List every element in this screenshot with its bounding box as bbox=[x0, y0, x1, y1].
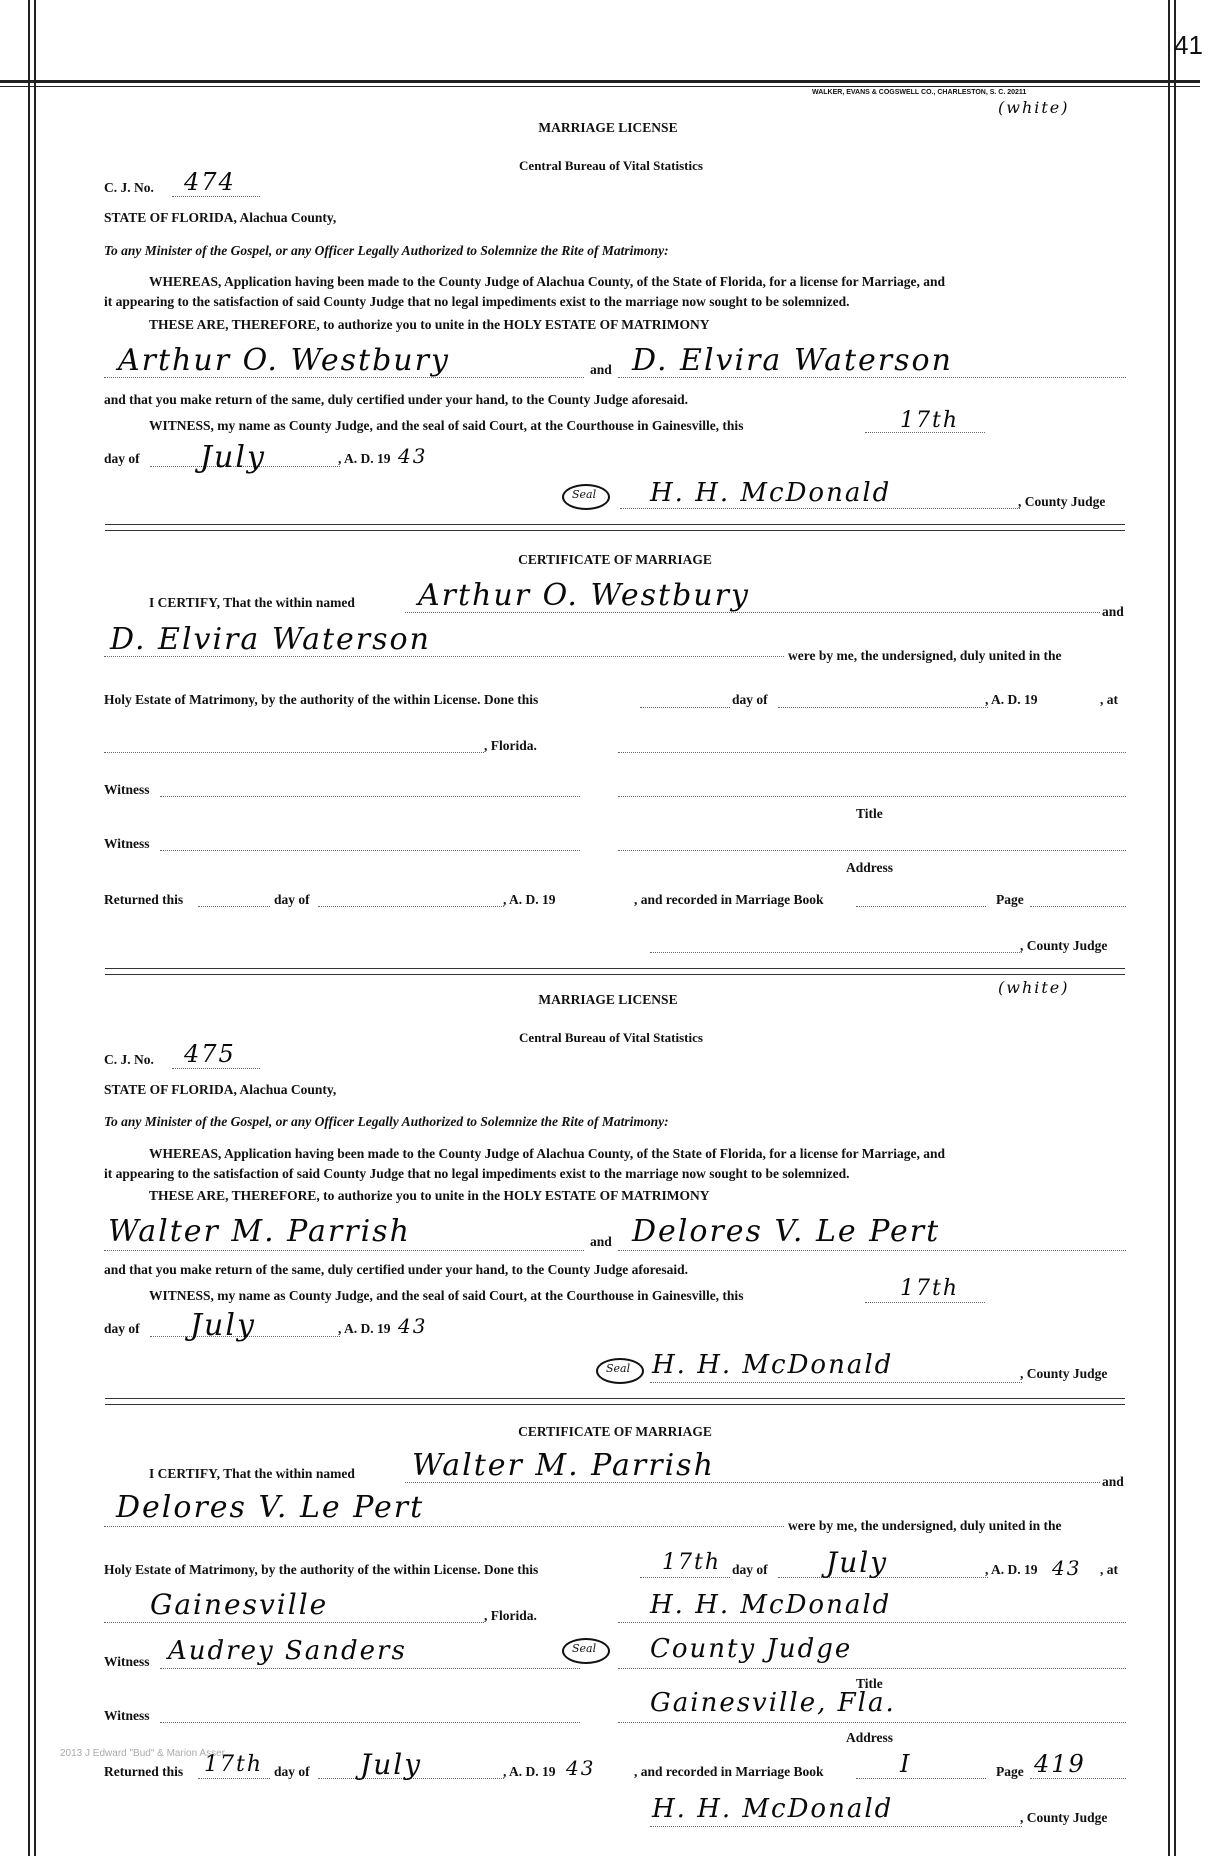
state-line: STATE OF FLORIDA, Alachua County, bbox=[104, 1082, 337, 1097]
day-of-label: day of bbox=[104, 1321, 140, 1336]
to-any-minister: To any Minister of the Gospel, or any Officer Legally Authorized to Solemnize the Rite of Matrimony: bbox=[104, 243, 669, 258]
recorded-label: , and recorded in Marriage Book bbox=[634, 892, 824, 907]
witness-1-label: Witness bbox=[104, 782, 150, 797]
officiant-title-value: County Judge bbox=[650, 1634, 853, 1664]
bride-name: D. Elvira Waterson bbox=[632, 343, 953, 378]
cert-groom: Arthur O. Westbury bbox=[418, 578, 750, 613]
at-label: , at bbox=[1100, 692, 1118, 707]
were-by-me: were by me, the undersigned, duly united in the bbox=[788, 648, 1062, 663]
page-label: Page bbox=[996, 1764, 1024, 1779]
certificate-title: CERTIFICATE OF MARRIAGE bbox=[518, 552, 712, 567]
watermark: 2013 J Edward "Bud" & Marion Asser bbox=[60, 1748, 225, 1759]
cj-no-value: 475 bbox=[184, 1040, 236, 1068]
groom-name: Arthur O. Westbury bbox=[118, 343, 450, 378]
ceremony-place: Gainesville bbox=[150, 1588, 329, 1621]
groom-name: Walter M. Parrish bbox=[108, 1214, 411, 1249]
to-any-minister: To any Minister of the Gospel, or any Officer Legally Authorized to Solemnize the Rite of Matrimony: bbox=[104, 1114, 669, 1129]
judge-signature: H. H. McDonald bbox=[650, 478, 892, 508]
whereas-line-1: WHEREAS, Application having been made to the County Judge of Alachua County, of the State of Florida, for a license for Marriage, and bbox=[149, 274, 946, 289]
ad-label: , A. D. 19 bbox=[338, 451, 391, 466]
court-seal-icon: Seal bbox=[596, 1358, 644, 1384]
race-note: (white) bbox=[998, 98, 1070, 117]
license-day: 17th bbox=[900, 408, 960, 433]
done-month: July bbox=[826, 1546, 889, 1579]
witness-line: WITNESS, my name as County Judge, and the seal of said Court, at the Courthouse in Gainesville, this bbox=[149, 418, 744, 433]
cert-groom: Walter M. Parrish bbox=[412, 1448, 715, 1483]
i-certify: I CERTIFY, That the within named bbox=[149, 595, 355, 610]
these-are: THESE ARE, THEREFORE, to authorize you to unite in the HOLY ESTATE OF MATRIMONY bbox=[149, 317, 710, 332]
page-number: 419 bbox=[1034, 1750, 1086, 1778]
and-label: and bbox=[1102, 1474, 1124, 1489]
witness-2-label: Witness bbox=[104, 836, 150, 851]
recorded-label: , and recorded in Marriage Book bbox=[634, 1764, 824, 1779]
returned-this: Returned this bbox=[104, 892, 184, 907]
holy-estate: Holy Estate of Matrimony, by the authority of the within License. Done this bbox=[104, 692, 539, 707]
whereas-line-2: it appearing to the satisfaction of said County Judge that no legal impediments exist to the marriage now sought to be solemnized. bbox=[104, 1166, 850, 1181]
county-judge-label: , County Judge bbox=[1018, 494, 1106, 509]
cert-bride: D. Elvira Waterson bbox=[110, 622, 431, 657]
address-label: Address bbox=[846, 1730, 894, 1745]
license-month: July bbox=[200, 440, 266, 475]
left-margin-line bbox=[28, 0, 30, 1856]
officiant-signature: H. H. McDonald bbox=[650, 1590, 892, 1620]
ad-label: , A. D. 19 bbox=[338, 1321, 391, 1336]
bride-name: Delores V. Le Pert bbox=[632, 1214, 941, 1249]
witness-1-name: Audrey Sanders bbox=[168, 1636, 407, 1666]
cert-day-of: day of bbox=[732, 692, 768, 707]
title-label: Title bbox=[856, 1676, 883, 1691]
returned-judge-signature: H. H. McDonald bbox=[652, 1794, 894, 1824]
i-certify: I CERTIFY, That the within named bbox=[149, 1466, 355, 1481]
cert-day-of: day of bbox=[732, 1562, 768, 1577]
witness-1-label: Witness bbox=[104, 1654, 150, 1669]
at-label: , at bbox=[1100, 1562, 1118, 1577]
top-rule-2 bbox=[0, 86, 1200, 87]
address-label: Address bbox=[846, 860, 894, 875]
cert-ad: , A. D. 19 bbox=[985, 1562, 1038, 1577]
license-day: 17th bbox=[900, 1276, 960, 1301]
corner-number: 41 bbox=[1174, 30, 1203, 60]
returned-ad: , A. D. 19 bbox=[503, 1764, 556, 1779]
license-year: 43 bbox=[398, 444, 428, 468]
title-label: Title bbox=[856, 806, 883, 821]
witness-line: WITNESS, my name as County Judge, and the seal of said Court, at the Courthouse in Gainesville, this bbox=[149, 1288, 744, 1303]
license-title: MARRIAGE LICENSE bbox=[538, 120, 678, 135]
florida-label: , Florida. bbox=[484, 738, 537, 753]
right-margin-line bbox=[1168, 0, 1170, 1856]
whereas-line-2: it appearing to the satisfaction of said County Judge that no legal impediments exist to the marriage now sought to be solemnized. bbox=[104, 294, 850, 309]
return-line: and that you make return of the same, duly certified under your hand, to the County Judge aforesaid. bbox=[104, 392, 689, 407]
court-seal-icon: Seal bbox=[562, 484, 610, 510]
cert-bride: Delores V. Le Pert bbox=[116, 1490, 425, 1525]
returned-day: 17th bbox=[204, 1752, 264, 1777]
bureau-label: Central Bureau of Vital Statistics bbox=[519, 1030, 703, 1045]
left-margin-line-inner bbox=[34, 0, 36, 1856]
florida-label: , Florida. bbox=[484, 1608, 537, 1623]
and-label: and bbox=[590, 1234, 612, 1249]
court-seal-icon: Seal bbox=[562, 1638, 610, 1664]
done-year: 43 bbox=[1052, 1556, 1082, 1580]
whereas-line-1: WHEREAS, Application having been made to the County Judge of Alachua County, of the State of Florida, for a license for Marriage, and bbox=[149, 1146, 946, 1161]
race-note: (white) bbox=[998, 978, 1070, 997]
top-rule bbox=[0, 80, 1200, 83]
these-are: THESE ARE, THEREFORE, to authorize you to unite in the HOLY ESTATE OF MATRIMONY bbox=[149, 1188, 710, 1203]
and-label: and bbox=[590, 362, 612, 377]
county-judge-label: , County Judge bbox=[1020, 1810, 1108, 1825]
license-year: 43 bbox=[398, 1314, 428, 1338]
cert-ad: , A. D. 19 bbox=[985, 692, 1038, 707]
license-month: July bbox=[190, 1308, 256, 1343]
bureau-label: Central Bureau of Vital Statistics bbox=[519, 158, 703, 173]
returned-year: 43 bbox=[566, 1756, 596, 1780]
state-line: STATE OF FLORIDA, Alachua County, bbox=[104, 210, 337, 225]
right-margin-line-outer bbox=[1174, 0, 1176, 1856]
returned-this: Returned this bbox=[104, 1764, 184, 1779]
done-day: 17th bbox=[662, 1550, 722, 1575]
returned-day-of: day of bbox=[274, 1764, 310, 1779]
certificate-title: CERTIFICATE OF MARRIAGE bbox=[518, 1424, 712, 1439]
county-judge-label: , County Judge bbox=[1020, 938, 1108, 953]
return-line: and that you make return of the same, duly certified under your hand, to the County Judge aforesaid. bbox=[104, 1262, 689, 1277]
judge-signature: H. H. McDonald bbox=[652, 1350, 894, 1380]
page-label: Page bbox=[996, 892, 1024, 907]
cj-no-value: 474 bbox=[184, 168, 236, 196]
license-title: MARRIAGE LICENSE bbox=[538, 992, 678, 1007]
county-judge-label: , County Judge bbox=[1020, 1366, 1108, 1381]
cj-no-label: C. J. No. bbox=[104, 1052, 154, 1067]
cj-no-label: C. J. No. bbox=[104, 180, 154, 195]
and-label: and bbox=[1102, 604, 1124, 619]
printer-imprint: WALKER, EVANS & COGSWELL CO., CHARLESTON, S. C. 20211 bbox=[812, 89, 1027, 96]
returned-day-of: day of bbox=[274, 892, 310, 907]
marriage-book: I bbox=[900, 1750, 912, 1778]
officiant-address-value: Gainesville, Fla. bbox=[650, 1688, 896, 1718]
returned-ad: , A. D. 19 bbox=[503, 892, 556, 907]
day-of-label: day of bbox=[104, 451, 140, 466]
holy-estate: Holy Estate of Matrimony, by the authority of the within License. Done this bbox=[104, 1562, 539, 1577]
were-by-me: were by me, the undersigned, duly united in the bbox=[788, 1518, 1062, 1533]
returned-month: July bbox=[360, 1748, 423, 1781]
witness-2-label: Witness bbox=[104, 1708, 150, 1723]
